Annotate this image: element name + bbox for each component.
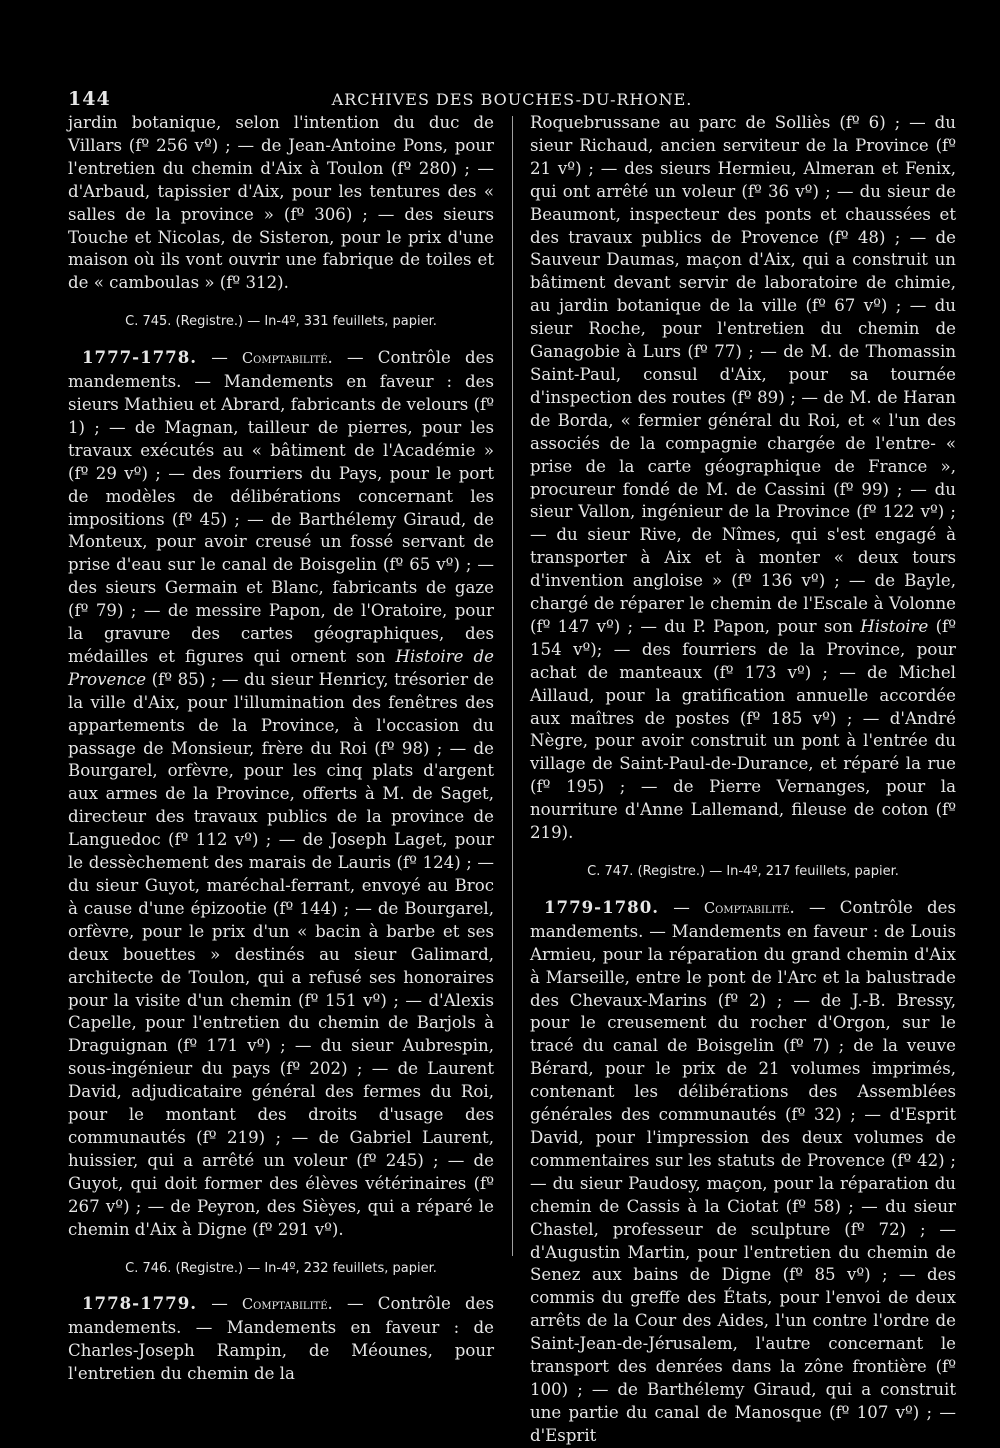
entry-date: 1777-1778.	[82, 347, 198, 368]
entry-separator: —	[197, 1294, 243, 1314]
left-column	[68, 112, 494, 1384]
archive-reference: C. 747. (Registre.) — In-4º, 217 feuillets, papier.	[587, 864, 899, 879]
running-title: ARCHIVES DES BOUCHES-DU-RHONE.	[331, 89, 693, 109]
entry-category: Comptabilité	[704, 900, 790, 917]
archive-reference: C. 746. (Registre.) — In-4º, 232 feuillets, papier.	[125, 1260, 437, 1276]
archive-reference: C. 745. (Registre.) — In-4º, 331 feuillets, papier.	[125, 314, 437, 330]
entry-text: (fº 85) ; — du sieur Henricy, trésorier de la ville d'Aix, pour l'illumination des fenêtres des appartements de la Province, à l'occasion du passage de Monsieur, frère du Roi (fº 98) ; — de Bourgarel, orfèvre, pour les cinq plats d'argent aux armes de la Province, offerts à M. de Saget, directeur des travaux publics de la province de Languedoc (fº 112 vº) ; — de Joseph Laget, pour le dessèchement des marais de Lauris (fº 124) ; — du sieur Guyot, maréchal-ferrant, envoyé au Broc à cause d'une épizootie (fº 144) ; — de Bourgarel, orfèvre, pour le prix d'un « bacin à barbe et ses deux bouettes » destinés au sieur Galimard, architecte de Toulon, qui a refusé ses honoraires pour la visite d'un chemin (fº 151 vº) ; — d'Alexis Capelle, pour l'entretien du chemin de Barjols à Draguignan (fº 171 vº) ; — du sieur Aubrespin, sous-ingénieur du pays (fº 202) ; — de Laurent David, adjudicataire général des fermes du Roi, pour le montant des droits d'usage des communautés (fº 219) ; — de Gabriel Laurent, huissier, qui a arrêté un voleur (fº 245) ; — de Guyot, qui doit former des élèves vétérinaires (fº 267 vº) ; — de Peyron, des Sièyes, qui a réparé le chemin d'Aix à Digne (fº 291 vº).	[68, 669, 494, 1239]
entry-text: Roquebrussane au parc de Solliès (fº 6) ; — du sieur Richaud, ancien serviteur de la Province (fº 21 vº) ; — des sieurs Hermieu, Almeran et Fenix, qui ont arrêté un voleur (fº 36 vº) ; — du sieur de Beaumont, inspecteur des ponts et chaussées et des travaux publics de Provence (fº 48) ; — de Sauveur Daumas, maçon d'Aix, qui a construit un bâtiment devant servir de laboratoire de chimie, au jardin botanique de la ville (fº 67 vº) ; — du sieur Roche, pour l'entretien du chemin de Ganagobie à Lurs (fº 77) ; — de M. de Thomassin Saint-Paul, consul d'Aix, pour sa tournée d'inspection des routes (fº 89) ; — de M. de Haran de Borda, « fermier général du Roi, et « l'un des associés de la compagnie chargée de l'entre- « prise de la carte géographique de France », procureur fondé de M. de Cassini (fº 99) ; — du sieur Vallon, ingénieur de la Province (fº 122 vº) ; — du sieur Rive, de Nîmes, qui s'est engagé à transporter à Aix et à monter « deux tours d'invention angloise » (fº 136 vº) ; — de Bayle, chargé de réparer le chemin de l'Escale à Volonne (fº 147 vº) ; — du P. Papon, pour son	[530, 113, 956, 636]
continued-text	[530, 112, 956, 845]
entry-separator: —	[659, 897, 705, 917]
page-header	[68, 84, 956, 114]
entry-category: Comptabilité	[242, 1297, 328, 1314]
entry-text: . — Contrôle des mandements. — Mandements en faveur : de Louis Armieu, pour la réparation du grand chemin d'Aix à Marseille, entre le pont de l'Arc et la balustrade des Chevaux-Marins (fº 2) ; — de J.-B. Bressy, pour le creusement du rocher d'Orgon, sur le tracé du canal de Boisgelin (fº 7) ; de la veuve Bérard, pour le prix de 21 volumes imprimés, contenant les délibérations des Assemblées générales des communautés (fº 32) ; — d'Esprit David, pour l'impression des deux volumes de commentaires sur les statuts de Provence (fº 42) ; — du sieur Paudosy, maçon, pour la réparation du chemin de Cassis à la Ciotat (fº 58) ; — du sieur Chastel, professeur de sculpture (fº 72) ; — d'Augustin Martin, pour l'entretien du chemin de Senez aux bains de Digne (fº 85 vº) ; — des commis du greffe des États, pour l'envoi de deux arrêts de la Cour des Aides, l'un contre l'ordre de Saint-Jean-de-Jérusalem, l'autre concernant le transport des denrées dans la zône frontière (fº 100) ; — de Barthélemy Giraud, qui a construit une partie du canal de Manosque (fº 107 vº) ; — d'Esprit	[530, 897, 956, 1445]
entry-1779-1780	[530, 896, 956, 1448]
right-column	[530, 112, 956, 1445]
entry-text: . — Contrôle des mandements. — Mandements en faveur : de Charles-Joseph Rampin, de Méounes, pour l'entretien du chemin de la	[68, 1294, 494, 1384]
entry-1777-1778	[68, 346, 494, 1241]
book-title: Histoire	[860, 616, 929, 636]
entry-date: 1779-1780.	[544, 896, 660, 917]
continued-text: jardin botanique, selon l'intention du duc de Villars (fº 256 vº) ; — de Jean-Antoine Pons, pour l'entretien du chemin d'Aix à Toulon (fº 280) ; — d'Arbaud, tapissier d'Aix, pour les tentures des « salles de la province » (fº 306) ; — des sieurs Touche et Nicolas, de Sisteron, pour le prix d'une maison où ils vont ouvrir une fabrique de toiles et de « camboulas » (fº 312).	[68, 113, 494, 293]
entry-1778-1779	[68, 1292, 494, 1386]
entry-category: Comptabilité	[242, 351, 328, 368]
entry-date: 1778-1779.	[82, 1293, 198, 1314]
entry-separator: —	[197, 348, 243, 368]
entry-text: . — Contrôle des mandements. — Mandements en faveur : des sieurs Mathieu et Abrard, fabricants de velours (fº 1) ; — de Magnan, tailleur de pierres, pour les travaux exécutés au « bâtiment de l'Académie » (fº 29 vº) ; — des fourriers du Pays, pour le port de modèles de délibérations concernant les impositions (fº 45) ; — de Barthélemy Giraud, de Monteux, pour avoir creusé un fossé servant de prise d'eau sur le canal de Boisgelin (fº 65 vº) ; — des sieurs Germain et Blanc, fabricants de gaze (fº 79) ; — de messire Papon, de l'Oratoire, pour la gravure des cartes géographiques, des médailles et figures qui ornent son	[68, 348, 494, 666]
page-number: 144	[68, 88, 111, 110]
column-divider	[512, 116, 513, 1256]
entry-text: (fº 154 vº); — des fourriers de la Province, pour achat de manteaux (fº 173 vº) ; — de Michel Aillaud, pour la gratification annuelle accordée aux maîtres de postes (fº 185 vº) ; — d'André Nègre, pour avoir construit un pont à l'entrée du village de Saint-Paul-de-Durance, et réparé la rue (fº 195) ; — de Pierre Vernanges, pour la nourriture d'Anne Lallemand, fileuse de coton (fº 219).	[530, 616, 956, 843]
book-title: Histoire de Provence	[68, 646, 494, 689]
